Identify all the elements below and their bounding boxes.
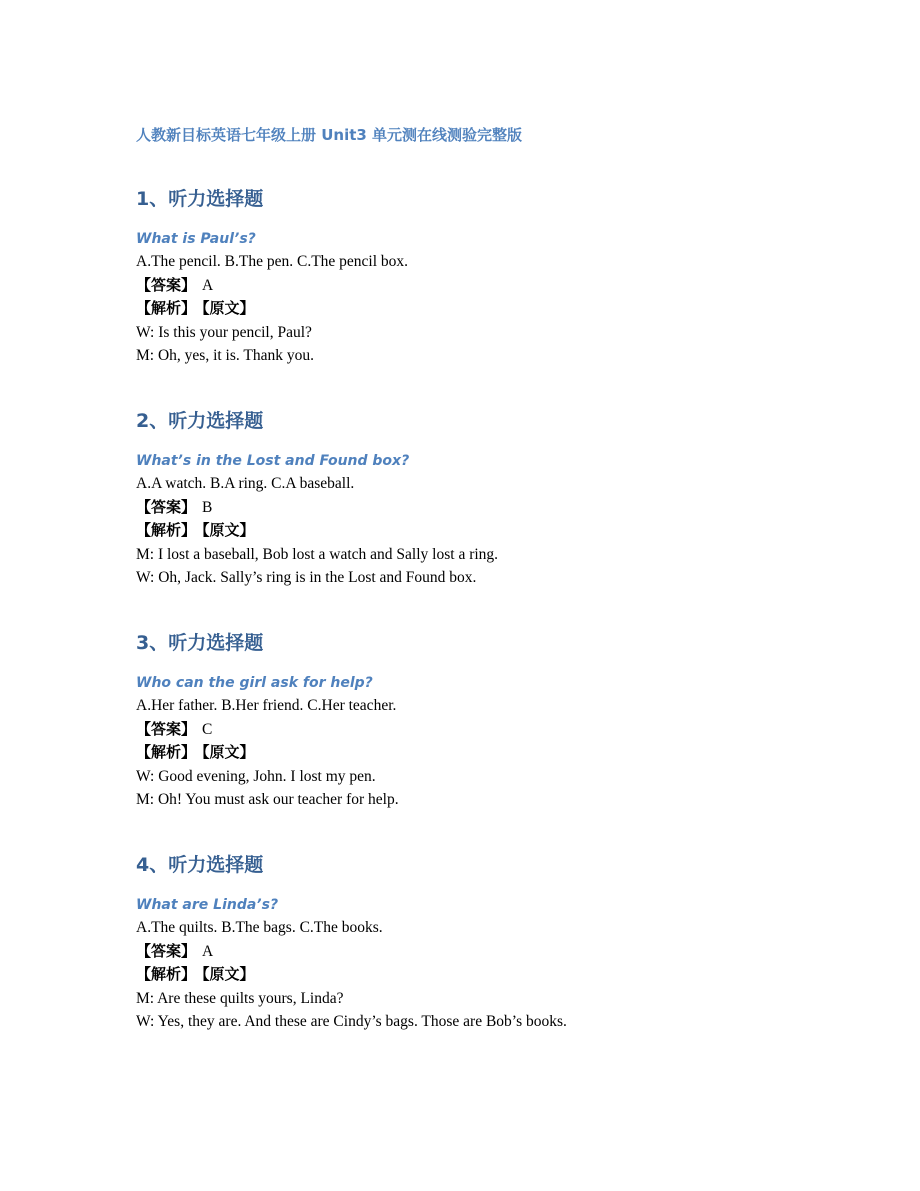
question-heading: 4、听力选择题 bbox=[136, 854, 264, 876]
answer-value: B bbox=[202, 498, 213, 516]
answer-line bbox=[136, 496, 836, 520]
analysis-label: 【解析】 bbox=[136, 521, 197, 539]
question-heading: 1、听力选择题 bbox=[136, 188, 264, 210]
question-prompt: What are Linda’s? bbox=[136, 897, 279, 913]
analysis-line bbox=[136, 963, 836, 987]
transcript-line: M: Are these quilts yours, Linda? bbox=[136, 989, 344, 1007]
question-options: A.The pencil. B.The pen. C.The pencil box. bbox=[136, 253, 409, 270]
question-heading: 2、听力选择题 bbox=[136, 410, 264, 432]
analysis-line bbox=[136, 297, 836, 321]
question-block-1 bbox=[136, 185, 836, 368]
question-block-3 bbox=[136, 629, 836, 812]
question-block-4 bbox=[136, 851, 836, 1034]
original-label: 【原文】 bbox=[202, 521, 255, 539]
document-title: 人教新目标英语七年级上册 Unit3 单元测在线测验完整版 bbox=[136, 126, 523, 144]
answer-value: A bbox=[202, 942, 214, 960]
transcript-line: W: Good evening, John. I lost my pen. bbox=[136, 767, 376, 785]
answer-label: 【答案】 bbox=[136, 941, 197, 960]
analysis-line bbox=[136, 519, 836, 543]
answer-label: 【答案】 bbox=[136, 275, 197, 294]
analysis-label: 【解析】 bbox=[136, 299, 197, 317]
transcript-line: M: I lost a baseball, Bob lost a watch and Sally lost a ring. bbox=[136, 545, 499, 563]
transcript-line: M: Oh, yes, it is. Thank you. bbox=[136, 347, 314, 364]
answer-label: 【答案】 bbox=[136, 719, 197, 738]
question-prompt: What’s in the Lost and Found box? bbox=[136, 453, 410, 469]
question-heading: 3、听力选择题 bbox=[136, 632, 264, 654]
question-prompt: What is Paul’s? bbox=[136, 231, 256, 247]
question-options: A.The quilts. B.The bags. C.The books. bbox=[136, 919, 383, 936]
answer-label: 【答案】 bbox=[136, 497, 197, 516]
transcript-line: W: Oh, Jack. Sally’s ring is in the Lost and Found box. bbox=[136, 569, 477, 586]
analysis-line bbox=[136, 741, 836, 765]
transcript-line: M: Oh! You must ask our teacher for help. bbox=[136, 791, 399, 808]
transcript-line: W: Yes, they are. And these are Cindy’s bags. Those are Bob’s books. bbox=[136, 1013, 567, 1030]
transcript-line: W: Is this your pencil, Paul? bbox=[136, 323, 312, 341]
answer-line bbox=[136, 940, 836, 964]
analysis-label: 【解析】 bbox=[136, 965, 197, 983]
original-label: 【原文】 bbox=[202, 965, 255, 983]
analysis-label: 【解析】 bbox=[136, 743, 197, 761]
original-label: 【原文】 bbox=[202, 299, 255, 317]
question-options: A.Her father. B.Her friend. C.Her teacher. bbox=[136, 697, 397, 714]
question-prompt: Who can the girl ask for help? bbox=[136, 675, 373, 691]
answer-line bbox=[136, 718, 836, 742]
answer-line bbox=[136, 274, 836, 298]
original-label: 【原文】 bbox=[202, 743, 255, 761]
answer-value: C bbox=[202, 720, 213, 738]
question-block-2 bbox=[136, 407, 836, 590]
question-options: A.A watch. B.A ring. C.A baseball. bbox=[136, 475, 355, 492]
answer-value: A bbox=[202, 276, 214, 294]
